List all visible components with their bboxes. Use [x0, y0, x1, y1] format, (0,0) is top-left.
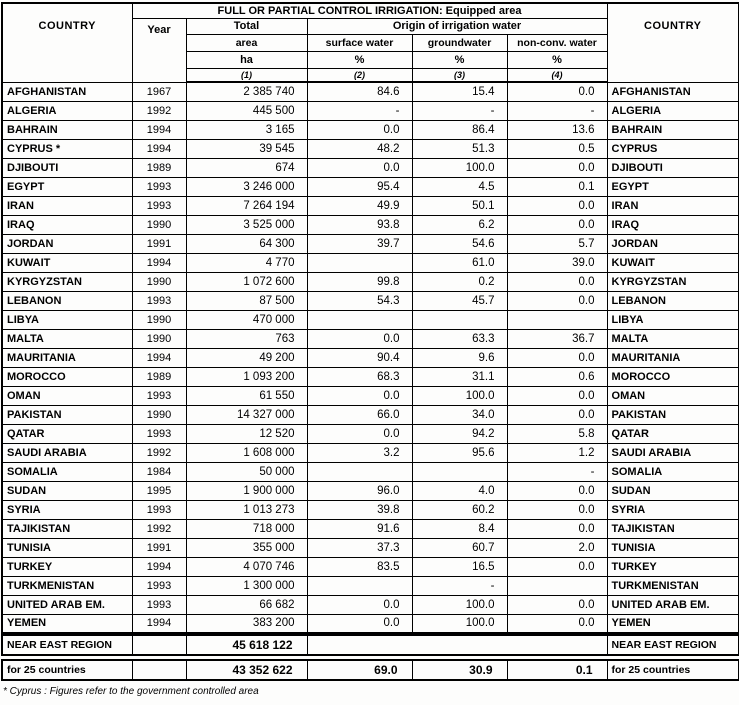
- groundwater-cell: 86.4: [412, 120, 507, 139]
- table-row: [2, 557, 739, 576]
- region-label-left: NEAR EAST REGION: [2, 635, 132, 655]
- nonconv-water-cell: -: [507, 101, 607, 120]
- total-area-cell: 470 000: [186, 310, 307, 329]
- year-cell: 1993: [132, 500, 186, 519]
- total-area-cell: 4 070 746: [186, 557, 307, 576]
- year-cell: 1989: [132, 367, 186, 386]
- nonconv-water-cell: 36.7: [507, 329, 607, 348]
- groundwater-cell: 100.0: [412, 158, 507, 177]
- groundwater-cell: -: [412, 101, 507, 120]
- table-row: [2, 500, 739, 519]
- header-country-left: COUNTRY: [2, 3, 132, 82]
- surface-water-cell: [307, 253, 412, 272]
- table-header: [2, 3, 739, 82]
- total-area-cell: 718 000: [186, 519, 307, 538]
- country-cell-right: SYRIA: [607, 500, 739, 519]
- total-area-cell: 3 525 000: [186, 215, 307, 234]
- country-cell-right: TURKEY: [607, 557, 739, 576]
- header-origin: Origin of irrigation water: [307, 18, 607, 34]
- country-cell: ALGERIA: [2, 101, 132, 120]
- surface-water-cell: 66.0: [307, 405, 412, 424]
- table-row: [2, 348, 739, 367]
- unit-ha: ha: [186, 51, 307, 68]
- country-cell-right: UNITED ARAB EM.: [607, 595, 739, 614]
- header-title: FULL OR PARTIAL CONTROL IRRIGATION: Equipped area: [132, 3, 607, 18]
- nonconv-water-cell: 0.0: [507, 386, 607, 405]
- total-area-cell: 3 246 000: [186, 177, 307, 196]
- country-cell: IRAN: [2, 196, 132, 215]
- surface-water-cell: 54.3: [307, 291, 412, 310]
- country-cell-right: KYRGYZSTAN: [607, 272, 739, 291]
- country-cell-right: TAJIKISTAN: [607, 519, 739, 538]
- country-cell: MOROCCO: [2, 367, 132, 386]
- surface-water-cell: 0.0: [307, 424, 412, 443]
- nonconv-water-cell: 1.2: [507, 443, 607, 462]
- country-cell: IRAQ: [2, 215, 132, 234]
- column-ref-3: (3): [412, 68, 507, 82]
- countries-label-left: for 25 countries: [2, 660, 132, 680]
- table-row: [2, 462, 739, 481]
- cyprus-footnote: * Cyprus : Figures refer to the government controlled area: [3, 686, 259, 697]
- year-cell: 1994: [132, 557, 186, 576]
- table-row: [2, 120, 739, 139]
- country-cell: CYPRUS *: [2, 139, 132, 158]
- year-cell: 1992: [132, 443, 186, 462]
- surface-water-cell: 0.0: [307, 158, 412, 177]
- country-rows: [2, 82, 739, 633]
- nonconv-water-cell: 0.6: [507, 367, 607, 386]
- surface-water-cell: 48.2: [307, 139, 412, 158]
- surface-water-cell: -: [307, 101, 412, 120]
- groundwater-cell: 15.4: [412, 82, 507, 101]
- groundwater-cell: 0.2: [412, 272, 507, 291]
- year-cell: 1990: [132, 215, 186, 234]
- country-cell: SUDAN: [2, 481, 132, 500]
- nonconv-water-cell: 5.7: [507, 234, 607, 253]
- year-cell: 1994: [132, 253, 186, 272]
- surface-water-cell: 84.6: [307, 82, 412, 101]
- total-area-cell: 1 900 000: [186, 481, 307, 500]
- year-cell: 1992: [132, 519, 186, 538]
- nonconv-water-cell: 0.0: [507, 481, 607, 500]
- country-cell: AFGHANISTAN: [2, 82, 132, 101]
- unit-percent-nonconv: %: [507, 51, 607, 68]
- country-cell-right: MOROCCO: [607, 367, 739, 386]
- year-cell: 1990: [132, 329, 186, 348]
- groundwater-cell: 60.7: [412, 538, 507, 557]
- country-cell-right: BAHRAIN: [607, 120, 739, 139]
- groundwater-cell: 51.3: [412, 139, 507, 158]
- total-area-cell: 39 545: [186, 139, 307, 158]
- header-nonconv-water: non-conv. water: [507, 34, 607, 51]
- groundwater-cell: [412, 462, 507, 481]
- total-area-cell: 1 013 273: [186, 500, 307, 519]
- year-cell: 1993: [132, 386, 186, 405]
- groundwater-cell: 100.0: [412, 386, 507, 405]
- total-area-cell: 355 000: [186, 538, 307, 557]
- groundwater-cell: 45.7: [412, 291, 507, 310]
- nonconv-water-cell: 0.0: [507, 519, 607, 538]
- year-cell: 1995: [132, 481, 186, 500]
- nonconv-water-cell: 13.6: [507, 120, 607, 139]
- total-area-cell: 445 500: [186, 101, 307, 120]
- table-row: [2, 367, 739, 386]
- surface-water-cell: 93.8: [307, 215, 412, 234]
- region-total-table: [1, 634, 739, 656]
- country-cell-right: SAUDI ARABIA: [607, 443, 739, 462]
- region-year-cell: [132, 635, 186, 655]
- groundwater-cell: 16.5: [412, 557, 507, 576]
- table-row: [2, 272, 739, 291]
- country-cell-right: LEBANON: [607, 291, 739, 310]
- surface-water-cell: 39.7: [307, 234, 412, 253]
- nonconv-water-cell: 0.0: [507, 595, 607, 614]
- header-total-line1: Total: [186, 18, 307, 34]
- year-cell: 1993: [132, 177, 186, 196]
- groundwater-cell: [412, 310, 507, 329]
- country-cell: TURKEY: [2, 557, 132, 576]
- nonconv-water-cell: [507, 310, 607, 329]
- year-cell: 1993: [132, 291, 186, 310]
- region-percent-cell: [307, 635, 607, 655]
- total-area-cell: 87 500: [186, 291, 307, 310]
- groundwater-cell: 31.1: [412, 367, 507, 386]
- nonconv-water-cell: -: [507, 462, 607, 481]
- surface-water-cell: 99.8: [307, 272, 412, 291]
- total-area-cell: 64 300: [186, 234, 307, 253]
- country-cell-right: TUNISIA: [607, 538, 739, 557]
- groundwater-cell: 95.6: [412, 443, 507, 462]
- country-cell: MAURITANIA: [2, 348, 132, 367]
- total-area-cell: 50 000: [186, 462, 307, 481]
- total-area-cell: 1 072 600: [186, 272, 307, 291]
- surface-water-cell: [307, 310, 412, 329]
- country-cell: YEMEN: [2, 614, 132, 633]
- table-row: [2, 310, 739, 329]
- surface-water-cell: [307, 576, 412, 595]
- nonconv-water-cell: 5.8: [507, 424, 607, 443]
- nonconv-water-cell: 0.5: [507, 139, 607, 158]
- surface-water-cell: 95.4: [307, 177, 412, 196]
- unit-percent-surface: %: [307, 51, 412, 68]
- year-cell: 1993: [132, 424, 186, 443]
- country-cell: QATAR: [2, 424, 132, 443]
- table-row: [2, 443, 739, 462]
- header-country-right: COUNTRY: [607, 3, 739, 82]
- surface-water-cell: 0.0: [307, 386, 412, 405]
- total-area-cell: 61 550: [186, 386, 307, 405]
- groundwater-cell: 61.0: [412, 253, 507, 272]
- country-cell: KUWAIT: [2, 253, 132, 272]
- table-row: [2, 614, 739, 633]
- table-row: [2, 177, 739, 196]
- nonconv-water-cell: 0.0: [507, 405, 607, 424]
- nonconv-water-cell: 0.0: [507, 500, 607, 519]
- countries-total-table: [1, 659, 739, 681]
- unit-percent-ground: %: [412, 51, 507, 68]
- total-area-cell: 1 093 200: [186, 367, 307, 386]
- surface-water-cell: 3.2: [307, 443, 412, 462]
- region-total-row: [2, 635, 739, 655]
- groundwater-cell: 60.2: [412, 500, 507, 519]
- irrigation-table: [1, 2, 739, 634]
- table-row: [2, 215, 739, 234]
- total-area-cell: 383 200: [186, 614, 307, 633]
- country-cell-right: DJIBOUTI: [607, 158, 739, 177]
- table-row: [2, 101, 739, 120]
- column-ref-1: (1): [186, 68, 307, 82]
- nonconv-water-cell: 0.0: [507, 158, 607, 177]
- nonconv-water-cell: [507, 576, 607, 595]
- surface-water-cell: 39.8: [307, 500, 412, 519]
- groundwater-cell: -: [412, 576, 507, 595]
- table-row: [2, 329, 739, 348]
- surface-water-cell: 49.9: [307, 196, 412, 215]
- table-row: [2, 196, 739, 215]
- country-cell: KYRGYZSTAN: [2, 272, 132, 291]
- groundwater-cell: 4.0: [412, 481, 507, 500]
- header-surface-water: surface water: [307, 34, 412, 51]
- groundwater-cell: 50.1: [412, 196, 507, 215]
- table-row: [2, 405, 739, 424]
- nonconv-water-cell: 2.0: [507, 538, 607, 557]
- nonconv-water-cell: 0.0: [507, 272, 607, 291]
- groundwater-cell: 63.3: [412, 329, 507, 348]
- table-row: [2, 234, 739, 253]
- country-cell: UNITED ARAB EM.: [2, 595, 132, 614]
- nonconv-water-cell: 0.0: [507, 82, 607, 101]
- groundwater-cell: 8.4: [412, 519, 507, 538]
- total-area-cell: 12 520: [186, 424, 307, 443]
- table-row: [2, 386, 739, 405]
- nonconv-water-cell: 39.0: [507, 253, 607, 272]
- countries-total-area: 43 352 622: [186, 660, 307, 680]
- surface-water-cell: 0.0: [307, 595, 412, 614]
- year-cell: 1993: [132, 595, 186, 614]
- country-cell-right: AFGHANISTAN: [607, 82, 739, 101]
- table-row: [2, 595, 739, 614]
- year-cell: 1994: [132, 348, 186, 367]
- countries-label-right: for 25 countries: [607, 660, 739, 680]
- groundwater-cell: 54.6: [412, 234, 507, 253]
- country-cell-right: OMAN: [607, 386, 739, 405]
- total-area-cell: 1 300 000: [186, 576, 307, 595]
- surface-water-cell: 90.4: [307, 348, 412, 367]
- total-area-cell: 674: [186, 158, 307, 177]
- table-row: [2, 576, 739, 595]
- table-row: [2, 82, 739, 101]
- groundwater-cell: 34.0: [412, 405, 507, 424]
- country-cell: SAUDI ARABIA: [2, 443, 132, 462]
- year-cell: 1991: [132, 538, 186, 557]
- groundwater-cell: 100.0: [412, 595, 507, 614]
- header-groundwater: groundwater: [412, 34, 507, 51]
- country-cell: TURKMENISTAN: [2, 576, 132, 595]
- country-cell-right: ALGERIA: [607, 101, 739, 120]
- groundwater-cell: 94.2: [412, 424, 507, 443]
- groundwater-cell: 9.6: [412, 348, 507, 367]
- year-cell: 1993: [132, 196, 186, 215]
- table-row: [2, 481, 739, 500]
- country-cell: LIBYA: [2, 310, 132, 329]
- region-label-right: NEAR EAST REGION: [607, 635, 739, 655]
- total-area-cell: 66 682: [186, 595, 307, 614]
- country-cell-right: KUWAIT: [607, 253, 739, 272]
- surface-water-cell: 0.0: [307, 614, 412, 633]
- countries-total-row: [2, 660, 739, 680]
- country-cell-right: SOMALIA: [607, 462, 739, 481]
- year-cell: 1994: [132, 120, 186, 139]
- total-area-cell: 14 327 000: [186, 405, 307, 424]
- table-row: [2, 538, 739, 557]
- countries-surface-water: 69.0: [307, 660, 412, 680]
- country-cell: SOMALIA: [2, 462, 132, 481]
- country-cell-right: SUDAN: [607, 481, 739, 500]
- table-row: [2, 291, 739, 310]
- groundwater-cell: 4.5: [412, 177, 507, 196]
- surface-water-cell: 0.0: [307, 329, 412, 348]
- country-cell-right: IRAN: [607, 196, 739, 215]
- country-cell-right: MALTA: [607, 329, 739, 348]
- country-cell: LEBANON: [2, 291, 132, 310]
- country-cell-right: EGYPT: [607, 177, 739, 196]
- country-cell: TUNISIA: [2, 538, 132, 557]
- year-cell: 1993: [132, 576, 186, 595]
- table-row: [2, 158, 739, 177]
- country-cell: JORDAN: [2, 234, 132, 253]
- total-area-cell: 3 165: [186, 120, 307, 139]
- nonconv-water-cell: 0.0: [507, 348, 607, 367]
- header-total-line2: area: [186, 34, 307, 51]
- year-cell: 1994: [132, 614, 186, 633]
- groundwater-cell: 6.2: [412, 215, 507, 234]
- column-ref-4: (4): [507, 68, 607, 82]
- total-area-cell: 7 264 194: [186, 196, 307, 215]
- surface-water-cell: 0.0: [307, 120, 412, 139]
- nonconv-water-cell: 0.1: [507, 177, 607, 196]
- year-cell: 1989: [132, 158, 186, 177]
- country-cell: OMAN: [2, 386, 132, 405]
- country-cell: EGYPT: [2, 177, 132, 196]
- year-cell: 1994: [132, 139, 186, 158]
- table-row: [2, 519, 739, 538]
- total-area-cell: 49 200: [186, 348, 307, 367]
- country-cell: SYRIA: [2, 500, 132, 519]
- header-year: Year: [132, 18, 186, 82]
- table-row: [2, 253, 739, 272]
- column-ref-2: (2): [307, 68, 412, 82]
- year-cell: 1984: [132, 462, 186, 481]
- country-cell: MALTA: [2, 329, 132, 348]
- nonconv-water-cell: 0.0: [507, 291, 607, 310]
- groundwater-cell: 100.0: [412, 614, 507, 633]
- country-cell-right: TURKMENISTAN: [607, 576, 739, 595]
- total-area-cell: 2 385 740: [186, 82, 307, 101]
- countries-year-cell: [132, 660, 186, 680]
- country-cell-right: CYPRUS: [607, 139, 739, 158]
- total-area-cell: 4 770: [186, 253, 307, 272]
- surface-water-cell: 68.3: [307, 367, 412, 386]
- surface-water-cell: 83.5: [307, 557, 412, 576]
- country-cell-right: PAKISTAN: [607, 405, 739, 424]
- year-cell: 1992: [132, 101, 186, 120]
- surface-water-cell: 37.3: [307, 538, 412, 557]
- year-cell: 1990: [132, 272, 186, 291]
- country-cell: DJIBOUTI: [2, 158, 132, 177]
- country-cell-right: QATAR: [607, 424, 739, 443]
- year-cell: 1991: [132, 234, 186, 253]
- total-area-cell: 1 608 000: [186, 443, 307, 462]
- countries-groundwater: 30.9: [412, 660, 507, 680]
- country-cell: TAJIKISTAN: [2, 519, 132, 538]
- country-cell-right: IRAQ: [607, 215, 739, 234]
- year-cell: 1990: [132, 405, 186, 424]
- country-cell-right: MAURITANIA: [607, 348, 739, 367]
- nonconv-water-cell: 0.0: [507, 614, 607, 633]
- country-cell-right: JORDAN: [607, 234, 739, 253]
- table-row: [2, 424, 739, 443]
- surface-water-cell: 91.6: [307, 519, 412, 538]
- surface-water-cell: 96.0: [307, 481, 412, 500]
- nonconv-water-cell: 0.0: [507, 215, 607, 234]
- region-total-area: 45 618 122: [186, 635, 307, 655]
- year-cell: 1967: [132, 82, 186, 101]
- nonconv-water-cell: 0.0: [507, 557, 607, 576]
- nonconv-water-cell: 0.0: [507, 196, 607, 215]
- year-cell: 1990: [132, 310, 186, 329]
- countries-nonconv-water: 0.1: [507, 660, 607, 680]
- country-cell: BAHRAIN: [2, 120, 132, 139]
- table-row: [2, 139, 739, 158]
- country-cell-right: LIBYA: [607, 310, 739, 329]
- country-cell-right: YEMEN: [607, 614, 739, 633]
- surface-water-cell: [307, 462, 412, 481]
- country-cell: PAKISTAN: [2, 405, 132, 424]
- total-area-cell: 763: [186, 329, 307, 348]
